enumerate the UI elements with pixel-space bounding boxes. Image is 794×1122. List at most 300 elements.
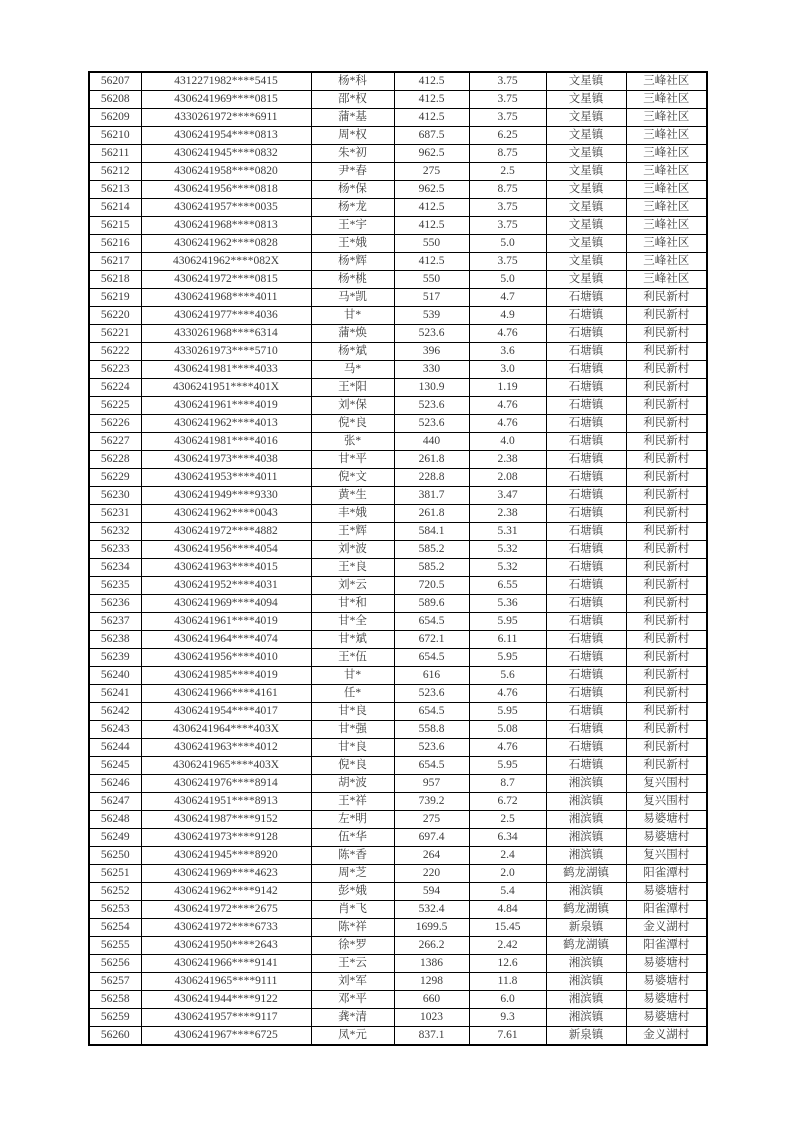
cell-sequence-number: 56207 [89, 72, 141, 91]
cell-person-name: 王*宇 [311, 217, 394, 235]
cell-sequence-number: 56239 [89, 649, 141, 667]
cell-town: 湘滨镇 [546, 973, 626, 991]
cell-area: 5.08 [469, 721, 546, 739]
cell-village: 复兴围村 [626, 847, 707, 865]
cell-id-masked: 4306241973****4038 [141, 451, 311, 469]
cell-village: 利民新村 [626, 361, 707, 379]
cell-town: 文星镇 [546, 72, 626, 91]
cell-village: 易婆塘村 [626, 883, 707, 901]
table-row [89, 937, 707, 955]
cell-amount: 440 [394, 433, 469, 451]
cell-id-masked: 4306241954****4017 [141, 703, 311, 721]
cell-amount: 523.6 [394, 685, 469, 703]
cell-sequence-number: 56221 [89, 325, 141, 343]
cell-sequence-number: 56212 [89, 163, 141, 181]
cell-person-name: 胡*波 [311, 775, 394, 793]
table-row [89, 397, 707, 415]
cell-sequence-number: 56233 [89, 541, 141, 559]
cell-sequence-number: 56230 [89, 487, 141, 505]
cell-area: 1.19 [469, 379, 546, 397]
cell-sequence-number: 56242 [89, 703, 141, 721]
cell-id-masked: 4330261968****6314 [141, 325, 311, 343]
cell-id-masked: 4306241972****2675 [141, 901, 311, 919]
cell-town: 石塘镇 [546, 415, 626, 433]
cell-sequence-number: 56245 [89, 757, 141, 775]
cell-person-name: 周*权 [311, 127, 394, 145]
cell-person-name: 肖*飞 [311, 901, 394, 919]
cell-village: 利民新村 [626, 505, 707, 523]
cell-village: 利民新村 [626, 667, 707, 685]
cell-id-masked: 4306241964****403X [141, 721, 311, 739]
cell-person-name: 马*凯 [311, 289, 394, 307]
table-row [89, 883, 707, 901]
cell-village: 复兴围村 [626, 793, 707, 811]
cell-id-masked: 4306241976****8914 [141, 775, 311, 793]
cell-id-masked: 4306241967****6725 [141, 1027, 311, 1046]
cell-person-name: 黄*生 [311, 487, 394, 505]
cell-village: 三峰社区 [626, 72, 707, 91]
cell-village: 复兴围村 [626, 775, 707, 793]
cell-person-name: 杨*辉 [311, 253, 394, 271]
cell-person-name: 甘*和 [311, 595, 394, 613]
cell-town: 石塘镇 [546, 721, 626, 739]
cell-sequence-number: 56251 [89, 865, 141, 883]
cell-person-name: 刘*云 [311, 577, 394, 595]
cell-area: 5.4 [469, 883, 546, 901]
cell-id-masked: 4306241963****4012 [141, 739, 311, 757]
table-row [89, 253, 707, 271]
cell-area: 6.11 [469, 631, 546, 649]
cell-sequence-number: 56256 [89, 955, 141, 973]
table-row [89, 109, 707, 127]
cell-id-masked: 4306241962****9142 [141, 883, 311, 901]
cell-town: 文星镇 [546, 127, 626, 145]
cell-id-masked: 4306241969****4094 [141, 595, 311, 613]
cell-village: 利民新村 [626, 721, 707, 739]
table-row [89, 505, 707, 523]
cell-id-masked: 4306241987****9152 [141, 811, 311, 829]
cell-sequence-number: 56216 [89, 235, 141, 253]
cell-sequence-number: 56224 [89, 379, 141, 397]
cell-person-name: 邓*平 [311, 991, 394, 1009]
cell-area: 6.34 [469, 829, 546, 847]
cell-town: 石塘镇 [546, 469, 626, 487]
table-row [89, 901, 707, 919]
cell-sequence-number: 56258 [89, 991, 141, 1009]
cell-town: 石塘镇 [546, 739, 626, 757]
cell-amount: 266.2 [394, 937, 469, 955]
cell-sequence-number: 56228 [89, 451, 141, 469]
cell-amount: 962.5 [394, 181, 469, 199]
cell-sequence-number: 56250 [89, 847, 141, 865]
cell-amount: 550 [394, 271, 469, 289]
cell-town: 石塘镇 [546, 361, 626, 379]
cell-sequence-number: 56248 [89, 811, 141, 829]
table-row [89, 523, 707, 541]
cell-village: 三峰社区 [626, 109, 707, 127]
cell-town: 石塘镇 [546, 757, 626, 775]
cell-person-name: 王*阳 [311, 379, 394, 397]
cell-town: 石塘镇 [546, 631, 626, 649]
cell-village: 易婆塘村 [626, 1009, 707, 1027]
cell-amount: 275 [394, 163, 469, 181]
cell-person-name: 凤*元 [311, 1027, 394, 1046]
cell-town: 石塘镇 [546, 613, 626, 631]
roster-table-body [89, 72, 707, 1045]
cell-sequence-number: 56214 [89, 199, 141, 217]
cell-town: 湘滨镇 [546, 1009, 626, 1027]
cell-village: 易婆塘村 [626, 973, 707, 991]
cell-amount: 412.5 [394, 253, 469, 271]
subsidy-roster-table [88, 71, 708, 1046]
cell-id-masked: 4306241950****2643 [141, 937, 311, 955]
table-row [89, 145, 707, 163]
cell-sequence-number: 56227 [89, 433, 141, 451]
cell-area: 6.55 [469, 577, 546, 595]
cell-area: 3.75 [469, 109, 546, 127]
cell-amount: 517 [394, 289, 469, 307]
cell-amount: 1386 [394, 955, 469, 973]
table-row [89, 415, 707, 433]
table-row [89, 72, 707, 91]
cell-person-name: 倪*良 [311, 757, 394, 775]
cell-person-name: 王*辉 [311, 523, 394, 541]
cell-id-masked: 4306241985****4019 [141, 667, 311, 685]
cell-amount: 720.5 [394, 577, 469, 595]
cell-sequence-number: 56260 [89, 1027, 141, 1046]
cell-amount: 594 [394, 883, 469, 901]
cell-sequence-number: 56241 [89, 685, 141, 703]
table-row [89, 235, 707, 253]
cell-area: 5.95 [469, 757, 546, 775]
cell-area: 5.36 [469, 595, 546, 613]
table-row [89, 451, 707, 469]
cell-amount: 1298 [394, 973, 469, 991]
cell-sequence-number: 56215 [89, 217, 141, 235]
cell-area: 6.0 [469, 991, 546, 1009]
cell-village: 易婆塘村 [626, 811, 707, 829]
cell-person-name: 龚*清 [311, 1009, 394, 1027]
cell-id-masked: 4306241964****4074 [141, 631, 311, 649]
table-row [89, 487, 707, 505]
cell-area: 5.95 [469, 649, 546, 667]
table-row [89, 469, 707, 487]
cell-person-name: 左*明 [311, 811, 394, 829]
cell-amount: 660 [394, 991, 469, 1009]
cell-town: 石塘镇 [546, 307, 626, 325]
cell-id-masked: 4306241951****401X [141, 379, 311, 397]
cell-village: 利民新村 [626, 469, 707, 487]
cell-id-masked: 4330261972****6911 [141, 109, 311, 127]
cell-village: 利民新村 [626, 451, 707, 469]
cell-town: 文星镇 [546, 271, 626, 289]
cell-village: 阳雀潭村 [626, 901, 707, 919]
cell-area: 2.42 [469, 937, 546, 955]
cell-town: 文星镇 [546, 109, 626, 127]
cell-area: 2.5 [469, 163, 546, 181]
table-row [89, 325, 707, 343]
cell-village: 利民新村 [626, 433, 707, 451]
cell-id-masked: 4330261973****5710 [141, 343, 311, 361]
cell-area: 5.32 [469, 541, 546, 559]
cell-town: 石塘镇 [546, 433, 626, 451]
cell-person-name: 王*伍 [311, 649, 394, 667]
cell-sequence-number: 56229 [89, 469, 141, 487]
cell-sequence-number: 56220 [89, 307, 141, 325]
cell-area: 4.7 [469, 289, 546, 307]
cell-area: 4.84 [469, 901, 546, 919]
cell-town: 石塘镇 [546, 325, 626, 343]
cell-id-masked: 4306241969****0815 [141, 91, 311, 109]
table-row [89, 127, 707, 145]
cell-village: 利民新村 [626, 289, 707, 307]
table-row [89, 955, 707, 973]
cell-person-name: 蒲*焕 [311, 325, 394, 343]
table-row [89, 379, 707, 397]
cell-town: 石塘镇 [546, 451, 626, 469]
cell-area: 4.76 [469, 739, 546, 757]
cell-village: 利民新村 [626, 307, 707, 325]
cell-amount: 523.6 [394, 397, 469, 415]
cell-area: 6.72 [469, 793, 546, 811]
cell-id-masked: 4306241961****4019 [141, 397, 311, 415]
cell-village: 阳雀潭村 [626, 937, 707, 955]
cell-area: 8.75 [469, 145, 546, 163]
cell-amount: 739.2 [394, 793, 469, 811]
table-row [89, 307, 707, 325]
cell-area: 4.0 [469, 433, 546, 451]
cell-area: 2.5 [469, 811, 546, 829]
cell-sequence-number: 56236 [89, 595, 141, 613]
cell-amount: 697.4 [394, 829, 469, 847]
table-row [89, 613, 707, 631]
cell-amount: 585.2 [394, 541, 469, 559]
cell-person-name: 朱*初 [311, 145, 394, 163]
cell-sequence-number: 56213 [89, 181, 141, 199]
cell-person-name: 甘* [311, 307, 394, 325]
table-row [89, 811, 707, 829]
cell-village: 易婆塘村 [626, 991, 707, 1009]
cell-village: 利民新村 [626, 703, 707, 721]
cell-town: 文星镇 [546, 253, 626, 271]
cell-amount: 330 [394, 361, 469, 379]
table-row [89, 1027, 707, 1046]
cell-town: 石塘镇 [546, 397, 626, 415]
cell-id-masked: 4306241962****4013 [141, 415, 311, 433]
cell-area: 8.7 [469, 775, 546, 793]
table-row [89, 991, 707, 1009]
cell-area: 3.75 [469, 199, 546, 217]
cell-sequence-number: 56259 [89, 1009, 141, 1027]
cell-sequence-number: 56209 [89, 109, 141, 127]
cell-amount: 523.6 [394, 739, 469, 757]
cell-area: 4.76 [469, 325, 546, 343]
cell-village: 利民新村 [626, 487, 707, 505]
cell-town: 石塘镇 [546, 523, 626, 541]
cell-sequence-number: 56210 [89, 127, 141, 145]
cell-area: 3.75 [469, 91, 546, 109]
cell-village: 三峰社区 [626, 163, 707, 181]
cell-area: 5.0 [469, 235, 546, 253]
cell-id-masked: 4306241981****4033 [141, 361, 311, 379]
cell-id-masked: 4306241972****4882 [141, 523, 311, 541]
cell-village: 阳雀潭村 [626, 865, 707, 883]
cell-person-name: 刘*波 [311, 541, 394, 559]
cell-amount: 381.7 [394, 487, 469, 505]
table-row [89, 595, 707, 613]
table-row [89, 271, 707, 289]
cell-id-masked: 4306241962****082X [141, 253, 311, 271]
cell-town: 湘滨镇 [546, 811, 626, 829]
cell-village: 金义湖村 [626, 919, 707, 937]
cell-town: 鹤龙湖镇 [546, 901, 626, 919]
cell-person-name: 杨*桃 [311, 271, 394, 289]
cell-area: 11.8 [469, 973, 546, 991]
cell-person-name: 杨*龙 [311, 199, 394, 217]
cell-village: 利民新村 [626, 649, 707, 667]
table-row [89, 199, 707, 217]
table-row [89, 829, 707, 847]
cell-person-name: 任* [311, 685, 394, 703]
cell-town: 湘滨镇 [546, 829, 626, 847]
cell-person-name: 彭*娥 [311, 883, 394, 901]
cell-sequence-number: 56226 [89, 415, 141, 433]
cell-amount: 412.5 [394, 109, 469, 127]
cell-town: 石塘镇 [546, 487, 626, 505]
cell-town: 石塘镇 [546, 343, 626, 361]
cell-town: 湘滨镇 [546, 775, 626, 793]
cell-id-masked: 4306241965****403X [141, 757, 311, 775]
cell-person-name: 周*芝 [311, 865, 394, 883]
table-row [89, 739, 707, 757]
cell-town: 石塘镇 [546, 685, 626, 703]
cell-town: 文星镇 [546, 199, 626, 217]
cell-village: 三峰社区 [626, 271, 707, 289]
cell-person-name: 陈*祥 [311, 919, 394, 937]
cell-town: 文星镇 [546, 91, 626, 109]
cell-area: 3.0 [469, 361, 546, 379]
cell-amount: 396 [394, 343, 469, 361]
cell-amount: 523.6 [394, 415, 469, 433]
cell-village: 利民新村 [626, 397, 707, 415]
cell-amount: 412.5 [394, 217, 469, 235]
cell-village: 三峰社区 [626, 199, 707, 217]
cell-town: 文星镇 [546, 217, 626, 235]
cell-amount: 261.8 [394, 451, 469, 469]
cell-sequence-number: 56218 [89, 271, 141, 289]
cell-area: 3.75 [469, 72, 546, 91]
cell-person-name: 刘*保 [311, 397, 394, 415]
cell-town: 湘滨镇 [546, 793, 626, 811]
cell-person-name: 伍*华 [311, 829, 394, 847]
cell-amount: 837.1 [394, 1027, 469, 1046]
cell-sequence-number: 56244 [89, 739, 141, 757]
cell-sequence-number: 56232 [89, 523, 141, 541]
cell-id-masked: 4306241969****4623 [141, 865, 311, 883]
table-row [89, 649, 707, 667]
cell-amount: 523.6 [394, 325, 469, 343]
cell-town: 石塘镇 [546, 667, 626, 685]
cell-town: 鹤龙湖镇 [546, 937, 626, 955]
cell-sequence-number: 56211 [89, 145, 141, 163]
table-row [89, 577, 707, 595]
cell-amount: 672.1 [394, 631, 469, 649]
cell-area: 5.6 [469, 667, 546, 685]
cell-town: 新泉镇 [546, 919, 626, 937]
cell-sequence-number: 56238 [89, 631, 141, 649]
cell-sequence-number: 56219 [89, 289, 141, 307]
cell-id-masked: 4306241956****4010 [141, 649, 311, 667]
cell-person-name: 尹*春 [311, 163, 394, 181]
cell-area: 9.3 [469, 1009, 546, 1027]
cell-area: 12.6 [469, 955, 546, 973]
cell-id-masked: 4306241962****0828 [141, 235, 311, 253]
cell-area: 8.75 [469, 181, 546, 199]
cell-amount: 585.2 [394, 559, 469, 577]
cell-area: 7.61 [469, 1027, 546, 1046]
cell-person-name: 倪*文 [311, 469, 394, 487]
cell-id-masked: 4306241968****4011 [141, 289, 311, 307]
cell-area: 5.32 [469, 559, 546, 577]
table-row [89, 847, 707, 865]
cell-area: 2.38 [469, 505, 546, 523]
table-row [89, 631, 707, 649]
cell-sequence-number: 56246 [89, 775, 141, 793]
cell-person-name: 甘*强 [311, 721, 394, 739]
cell-area: 3.6 [469, 343, 546, 361]
table-row [89, 973, 707, 991]
cell-amount: 654.5 [394, 613, 469, 631]
cell-sequence-number: 56243 [89, 721, 141, 739]
cell-area: 4.76 [469, 685, 546, 703]
cell-person-name: 刘*军 [311, 973, 394, 991]
cell-id-masked: 4306241972****0815 [141, 271, 311, 289]
cell-sequence-number: 56237 [89, 613, 141, 631]
cell-amount: 654.5 [394, 649, 469, 667]
table-row [89, 343, 707, 361]
cell-id-masked: 4306241956****4054 [141, 541, 311, 559]
cell-person-name: 甘* [311, 667, 394, 685]
cell-village: 三峰社区 [626, 253, 707, 271]
cell-amount: 1023 [394, 1009, 469, 1027]
cell-town: 石塘镇 [546, 577, 626, 595]
cell-id-masked: 4306241945****0832 [141, 145, 311, 163]
cell-town: 石塘镇 [546, 649, 626, 667]
cell-area: 6.25 [469, 127, 546, 145]
cell-amount: 962.5 [394, 145, 469, 163]
cell-town: 石塘镇 [546, 289, 626, 307]
cell-person-name: 王*娥 [311, 235, 394, 253]
cell-sequence-number: 56240 [89, 667, 141, 685]
table-row [89, 217, 707, 235]
cell-person-name: 王*祥 [311, 793, 394, 811]
cell-town: 湘滨镇 [546, 883, 626, 901]
cell-village: 利民新村 [626, 541, 707, 559]
cell-id-masked: 4306241966****9141 [141, 955, 311, 973]
table-row [89, 289, 707, 307]
cell-amount: 558.8 [394, 721, 469, 739]
cell-town: 湘滨镇 [546, 847, 626, 865]
cell-amount: 228.8 [394, 469, 469, 487]
cell-sequence-number: 56252 [89, 883, 141, 901]
cell-amount: 654.5 [394, 757, 469, 775]
cell-village: 金义湖村 [626, 1027, 707, 1046]
cell-sequence-number: 56223 [89, 361, 141, 379]
cell-area: 3.75 [469, 253, 546, 271]
cell-village: 利民新村 [626, 577, 707, 595]
cell-amount: 616 [394, 667, 469, 685]
cell-town: 湘滨镇 [546, 955, 626, 973]
